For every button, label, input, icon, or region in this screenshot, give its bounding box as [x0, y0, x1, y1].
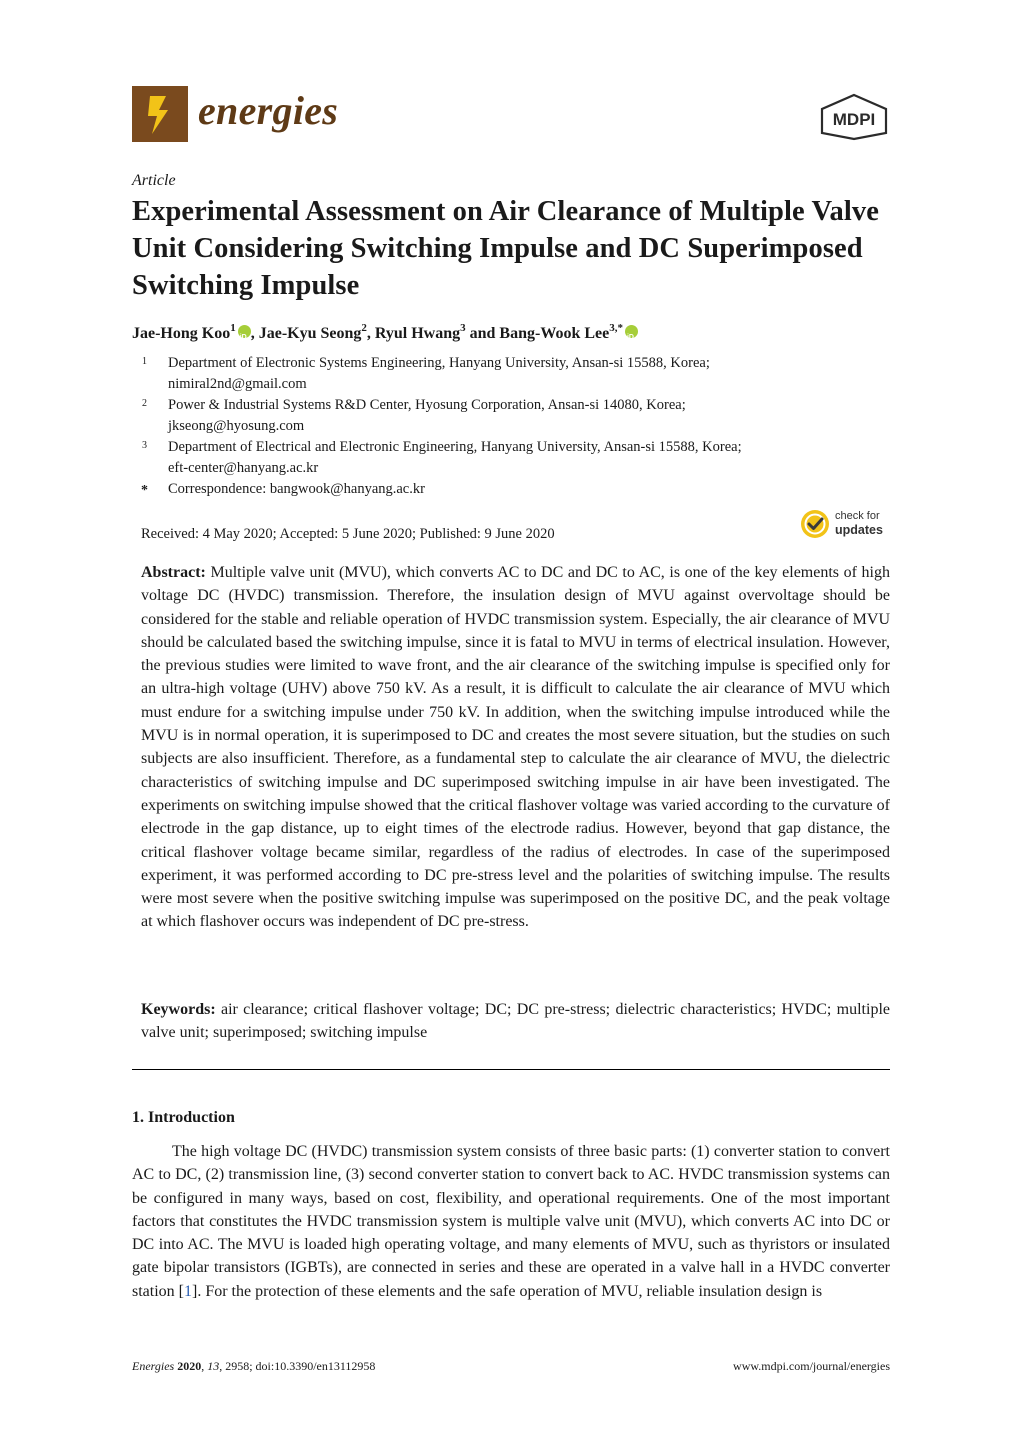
intro-text: The high voltage DC (HVDC) transmission system consists of three basic parts: (1) converter station to convert AC to DC, (2) transmission line, (3) second converter station to convert back to AC. HVDC transmission systems can be configured in many ways, based on cost, flexibility, and operational requirements. One of the most important factors that constitutes the HVDC transmission system is multiple valve unit (MVU), which converts AC into DC or DC into AC. The MVU is loaded high operating voltage, and many elements of MVU, such as thyristors or insulated gate bipolar transistors (IGBTs), are connected in series and these are operated in a valve hall in a HVDC converter station [ — [132, 1143, 890, 1300]
affiliation-number: 1 — [142, 356, 147, 367]
correspondence-text[interactable]: Correspondence: bangwook@hanyang.ac.kr — [168, 481, 425, 497]
footer-volume: 13 — [207, 1359, 220, 1373]
footer-citation: Energies 2020, 13, 2958; doi:10.3390/en13112958 — [132, 1359, 376, 1373]
abstract-text: Multiple valve unit (MVU), which converts AC to DC and DC to AC, is one of the key elements of high voltage DC (HVDC) transmission. Therefore, the insulation design of MVU against overvoltage should be considered for the stable and reliable operation of HVDC transmission system. Especially, the air clearance of MVU should be calculated based the switching impulse, since it is fatal to MVU in terms of electrical insulation. However, the previous studies were limited to wave front, and the air clearance of the switching impulse is specified only for an ultra-high voltage (UHV) above 750 kV. As a result, it is difficult to calculate the air clearance of MVU which must endure for a switching impulse under 750 kV. In addition, when the switching impulse introduced while the MVU is in normal operation, it is superimposed to DC and creates the most severe situation, but the studies on such subjects are also insufficient. Therefore, as a fundamental step to calculate the air clearance of MVU, the dielectric characteristics of switching impulse and DC superimposed switching impulse in air have been investigated. The experiments on switching impulse showed that the critical flashover voltage was varied according to the curvature of electrode in the gap distance, up to eight times of the electrode radius. However, beyond that gap distance, the critical flashover voltage became similar, regardless of the radius of electrodes. In case of the superimposed experiment, it was performed according to DC pre-stress level and the polarities of switching impulse. The results were most severe when the positive switching impulse was superimposed on the positive DC, and the peak voltage at which flashover occurs was independent of DC pre-stress. — [141, 564, 891, 931]
author-affiliation-mark: 1 — [230, 321, 236, 334]
correspondence — [132, 479, 892, 500]
journal-logo — [132, 86, 188, 142]
footer-year: 2020 — [177, 1359, 202, 1373]
affiliation-number: 3 — [142, 440, 147, 451]
keywords-label: Keywords: — [141, 1001, 216, 1018]
updates-badge-line1: check for — [835, 510, 880, 522]
footer-journal: Energies — [132, 1359, 175, 1373]
orcid-icon[interactable] — [238, 325, 251, 338]
check-for-updates-badge[interactable] — [800, 509, 892, 541]
section-divider — [132, 1069, 890, 1070]
affiliation-text: Department of Electrical and Electronic Engineering, Hanyang University, Ansan-si 15588, Korea; — [168, 439, 742, 455]
author-separator: and — [465, 325, 500, 342]
affiliation-text: Department of Electronic Systems Engineering, Hanyang University, Ansan-si 15588, Korea; — [168, 355, 710, 371]
article-type: Article — [132, 172, 176, 189]
affiliation-email[interactable]: eft-center@hanyang.ac.kr — [168, 460, 319, 476]
author-affiliation-mark: 3 — [460, 321, 466, 334]
citation-link[interactable]: 1 — [184, 1282, 192, 1300]
author-name[interactable]: Ryul Hwang — [374, 325, 461, 342]
author-list — [132, 322, 638, 346]
abstract-label: Abstract: — [141, 564, 206, 581]
footer-url[interactable]: www.mdpi.com/journal/energies — [733, 1359, 890, 1373]
lightning-bolt-icon — [132, 86, 188, 142]
keywords-text: air clearance; critical flashover voltage; DC; DC pre-stress; dielectric characteristics; HVDC; multiple valve unit; superimposed; switching impulse — [141, 1001, 890, 1042]
mdpi-logo — [818, 93, 890, 141]
affiliation-email[interactable]: nimiral2nd@gmail.com — [168, 376, 307, 392]
updates-badge-line2: updates — [835, 523, 883, 537]
author-name[interactable]: Jae-Kyu Seong — [258, 325, 362, 342]
publisher-name: MDPI — [832, 110, 876, 129]
check-updates-icon — [800, 509, 830, 539]
paper-title: Experimental Assessment on Air Clearance of Multiple Valve Unit Considering Switching Impulse and DC Superimposed Switching Impulse — [132, 196, 880, 301]
abstract — [141, 561, 890, 934]
correspondence-mark: * — [141, 483, 148, 498]
affiliation-2 — [132, 395, 892, 437]
orcid-icon[interactable] — [625, 325, 638, 338]
author-affiliation-mark: 3,* — [609, 321, 623, 334]
journal-name: energies — [198, 88, 339, 133]
intro-text-continued: ]. For the protection of these elements and the safe operation of MVU, reliable insulation design is — [192, 1282, 823, 1300]
publication-dates: Received: 4 May 2020; Accepted: 5 June 2020; Published: 9 June 2020 — [141, 526, 555, 542]
author-separator: , — [250, 325, 259, 342]
footer-doi[interactable]: , 2958; doi:10.3390/en13112958 — [219, 1359, 376, 1373]
author-name[interactable]: Bang-Wook Lee — [499, 325, 610, 342]
introduction-paragraph — [132, 1140, 890, 1303]
affiliation-text: Power & Industrial Systems R&D Center, Hyosung Corporation, Ansan-si 14080, Korea; — [168, 397, 686, 413]
author-affiliation-mark: 2 — [361, 321, 367, 334]
section-heading: 1. Introduction — [132, 1109, 235, 1126]
affiliation-3 — [132, 437, 892, 479]
affiliation-number: 2 — [142, 398, 147, 409]
keywords — [141, 998, 890, 1045]
affiliation-1 — [132, 353, 892, 395]
author-separator: , — [366, 325, 375, 342]
affiliation-email[interactable]: jkseong@hyosung.com — [168, 418, 305, 434]
author-name[interactable]: Jae-Hong Koo — [132, 325, 231, 342]
